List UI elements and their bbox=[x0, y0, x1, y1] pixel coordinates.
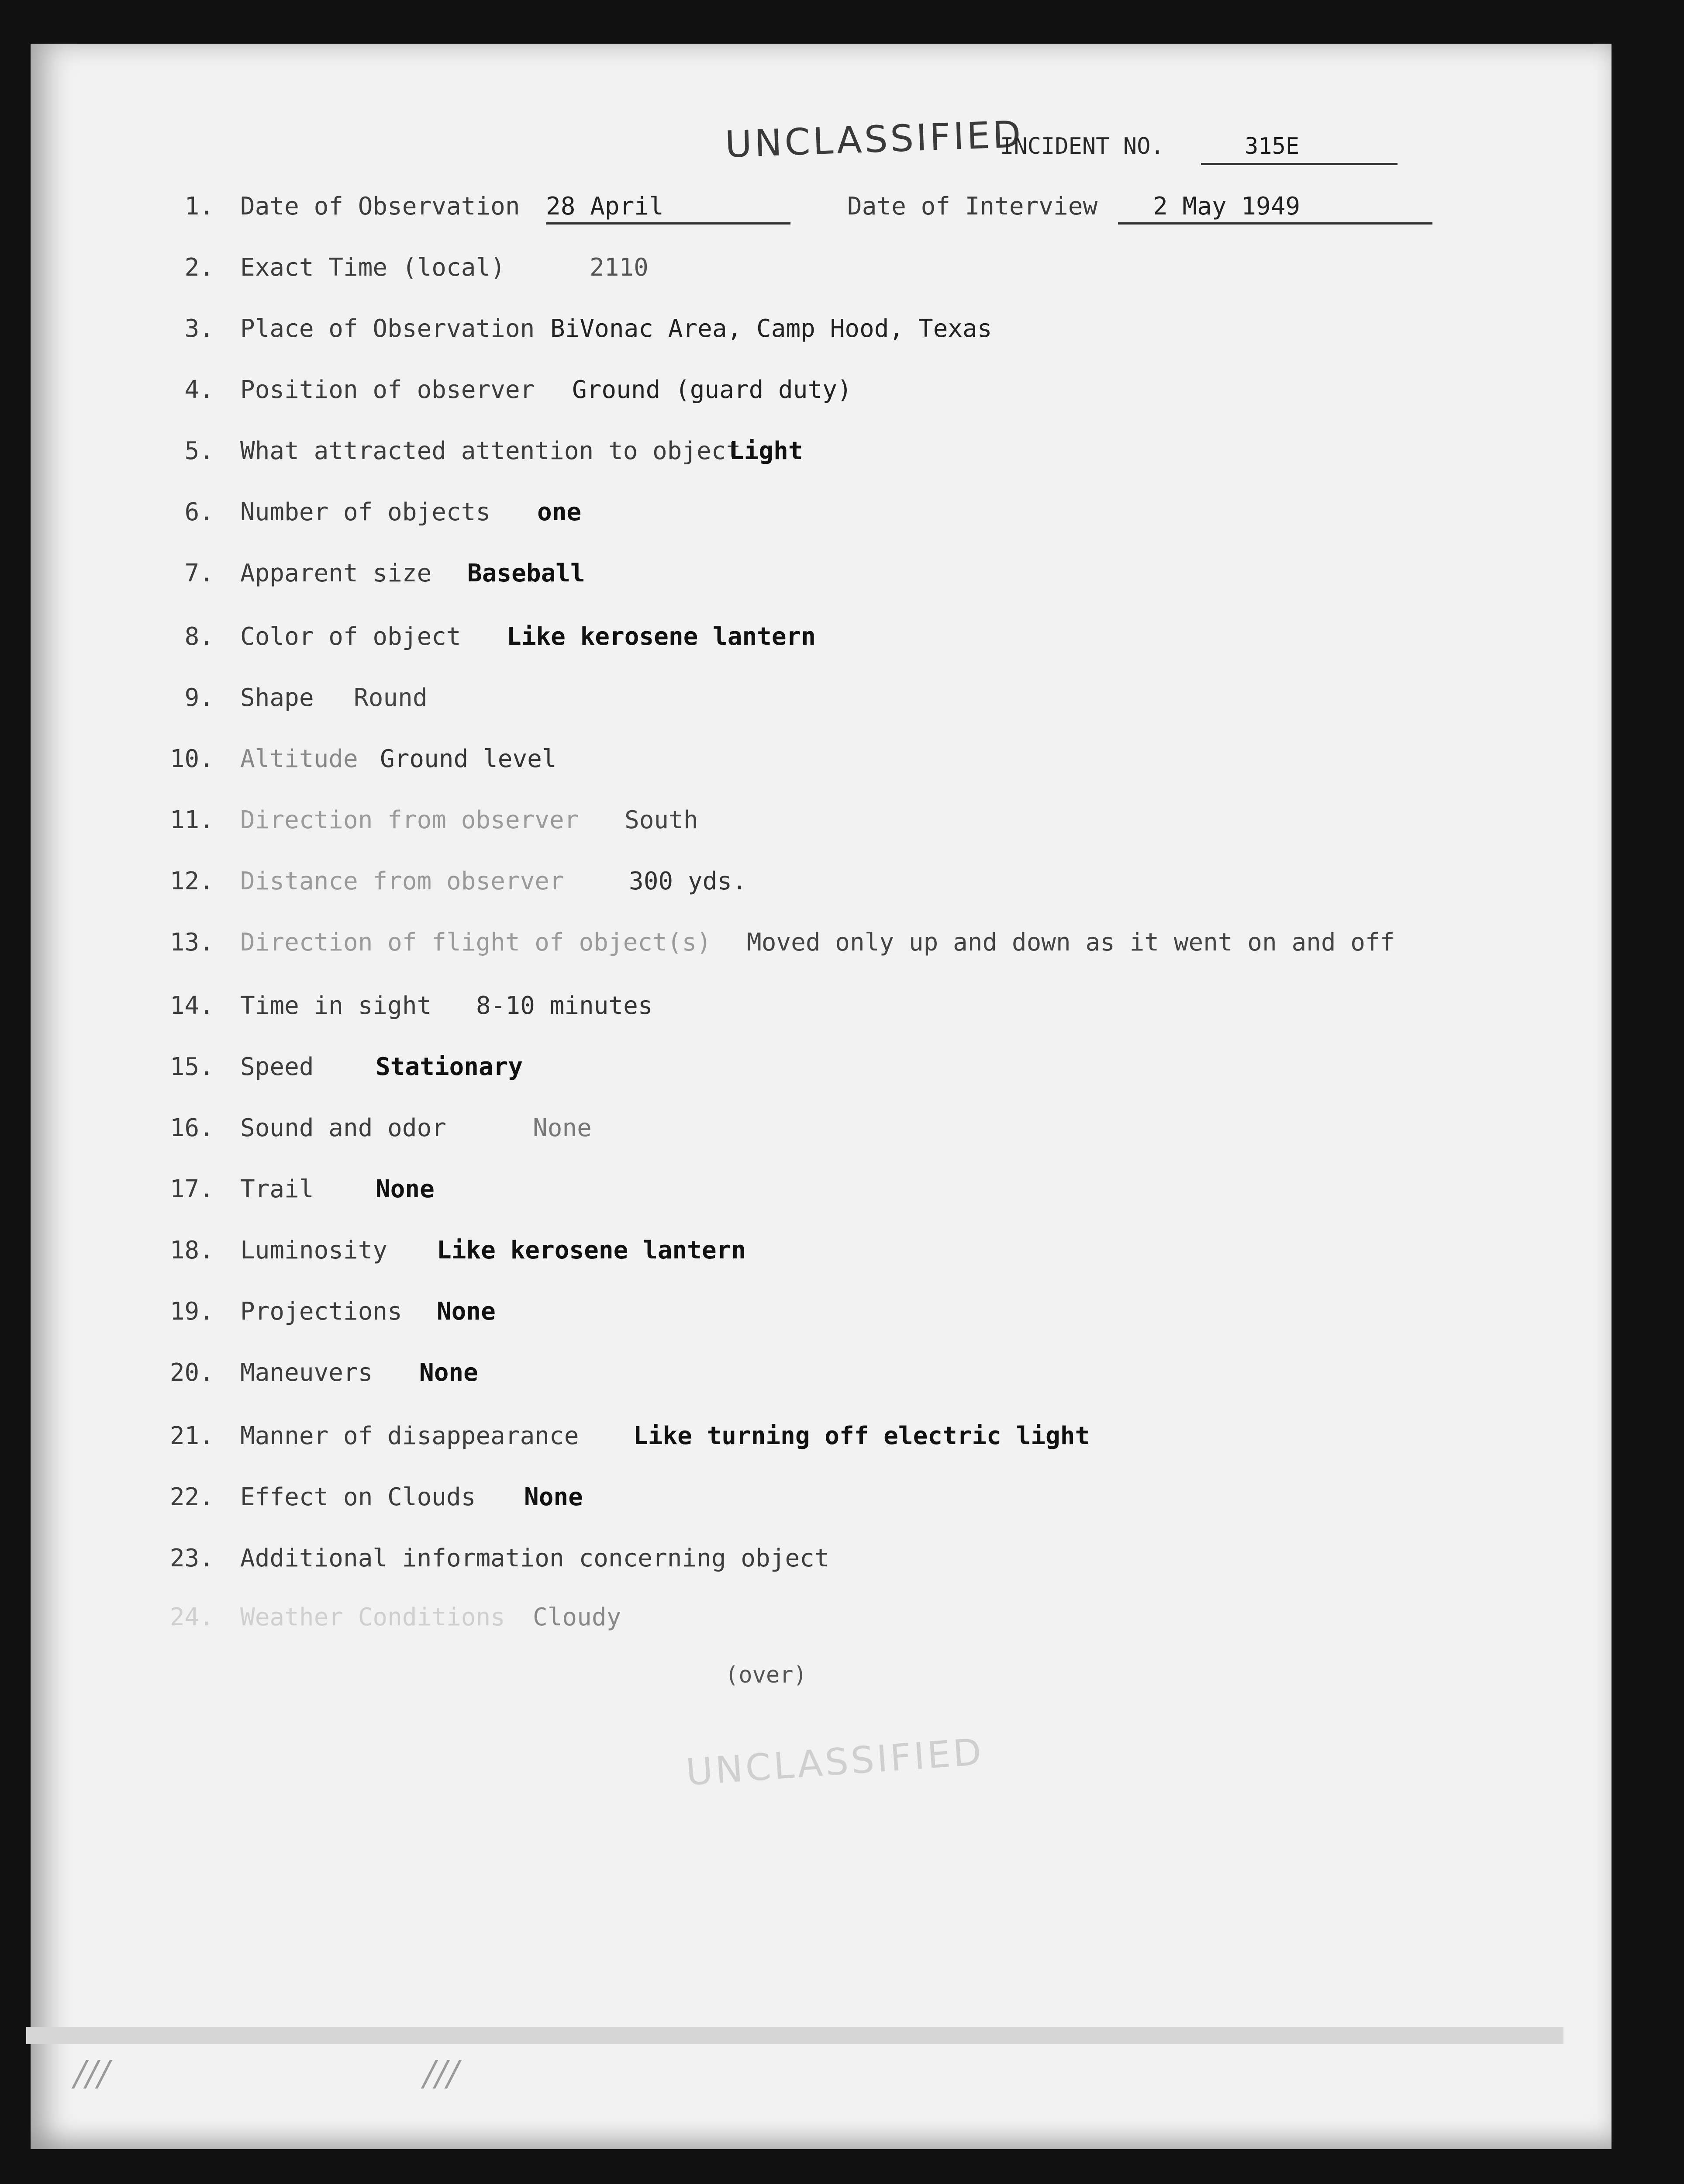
item-label: Effect on Clouds bbox=[240, 1483, 476, 1511]
item-number: 5. bbox=[184, 437, 214, 465]
classification-stamp-bottom: UNCLASSIFIED bbox=[684, 1730, 986, 1794]
item-number: 18. bbox=[169, 1236, 214, 1265]
pencil-mark-left: /// bbox=[74, 2053, 110, 2094]
item-number: 1. bbox=[184, 192, 214, 221]
item-number: 7. bbox=[184, 559, 214, 587]
item-number: 2. bbox=[184, 253, 214, 282]
item-number: 20. bbox=[169, 1358, 214, 1387]
item-label: What attracted attention to object bbox=[240, 437, 741, 465]
item-label: Position of observer bbox=[240, 376, 535, 404]
item-label: Additional information concerning object bbox=[240, 1544, 829, 1572]
item-number: 11. bbox=[169, 806, 214, 834]
item-value: 2110 bbox=[590, 253, 649, 282]
item-value: Ground (guard duty) bbox=[572, 376, 852, 404]
item-label: Color of object bbox=[240, 622, 461, 651]
date-of-observation-value: 28 April bbox=[546, 192, 790, 225]
item-label: Maneuvers bbox=[240, 1358, 373, 1387]
item-label: Projections bbox=[240, 1297, 402, 1326]
item-number: 14. bbox=[169, 992, 214, 1020]
item-label: Date of Observation bbox=[240, 192, 520, 221]
item-number: 4. bbox=[184, 376, 214, 404]
item-value: Cloudy bbox=[533, 1603, 621, 1631]
item-number: 15. bbox=[169, 1053, 214, 1081]
item-value: Like kerosene lantern bbox=[507, 622, 816, 651]
page-edge-strip bbox=[26, 2027, 1563, 2044]
item-label: Direction from observer bbox=[240, 806, 579, 834]
item-number: 8. bbox=[184, 622, 214, 651]
item-number: 12. bbox=[169, 867, 214, 895]
item-value: None bbox=[524, 1483, 583, 1511]
item-value: Light bbox=[729, 437, 803, 465]
item-value: Ground level bbox=[380, 745, 557, 773]
item-number: 23. bbox=[169, 1544, 214, 1572]
item-number: 19. bbox=[169, 1297, 214, 1326]
item-value: None bbox=[437, 1297, 496, 1326]
item-number: 3. bbox=[184, 314, 214, 343]
incident-number-value: 315E bbox=[1201, 133, 1398, 165]
item-label: Place of Observation bbox=[240, 314, 535, 343]
item-number: 10. bbox=[169, 745, 214, 773]
item-label: Apparent size bbox=[240, 559, 432, 587]
item-value: BiVonac Area, Camp Hood, Texas bbox=[550, 314, 992, 343]
item-value: 300 yds. bbox=[629, 867, 747, 895]
item-label: Distance from observer bbox=[240, 867, 564, 895]
item-value: Like turning off electric light bbox=[633, 1422, 1090, 1450]
item-value: None bbox=[419, 1358, 478, 1387]
item-value: Moved only up and down as it went on and off bbox=[747, 928, 1395, 957]
item-number: 21. bbox=[169, 1422, 214, 1450]
document-page bbox=[31, 44, 1612, 2149]
date-of-interview-value: 2 May 1949 bbox=[1118, 192, 1432, 225]
date-of-interview-label: Date of Interview bbox=[847, 192, 1098, 221]
item-value: None bbox=[533, 1114, 592, 1142]
item-label: Direction of flight of object(s) bbox=[240, 928, 711, 957]
item-value: Round bbox=[354, 684, 428, 712]
item-label: Time in sight bbox=[240, 992, 432, 1020]
item-value: None bbox=[376, 1175, 435, 1203]
item-label: Number of objects bbox=[240, 498, 491, 526]
item-value: 8-10 minutes bbox=[476, 992, 653, 1020]
classification-stamp-top: UNCLASSIFIED bbox=[724, 113, 1024, 166]
pencil-mark-middle: /// bbox=[424, 2053, 459, 2094]
item-number: 16. bbox=[169, 1114, 214, 1142]
item-label: Exact Time (local) bbox=[240, 253, 505, 282]
item-label: Speed bbox=[240, 1053, 314, 1081]
item-label: Shape bbox=[240, 684, 314, 712]
item-label: Altitude bbox=[240, 745, 358, 773]
item-label: Weather Conditions bbox=[240, 1603, 505, 1631]
page-footer-over: (over) bbox=[725, 1662, 807, 1688]
item-number: 9. bbox=[184, 684, 214, 712]
item-number: 17. bbox=[169, 1175, 214, 1203]
item-value: Like kerosene lantern bbox=[437, 1236, 746, 1265]
item-value: one bbox=[537, 498, 582, 526]
item-value: Stationary bbox=[376, 1053, 523, 1081]
item-number: 13. bbox=[169, 928, 214, 957]
item-number: 24. bbox=[169, 1603, 214, 1631]
item-number: 6. bbox=[184, 498, 214, 526]
item-number: 22. bbox=[169, 1483, 214, 1511]
item-label: Trail bbox=[240, 1175, 314, 1203]
incident-number-label: INCIDENT NO. bbox=[1000, 133, 1164, 159]
item-label: Sound and odor bbox=[240, 1114, 447, 1142]
item-label: Luminosity bbox=[240, 1236, 388, 1265]
item-label: Manner of disappearance bbox=[240, 1422, 579, 1450]
item-value: Baseball bbox=[467, 559, 585, 587]
item-value: South bbox=[625, 806, 698, 834]
